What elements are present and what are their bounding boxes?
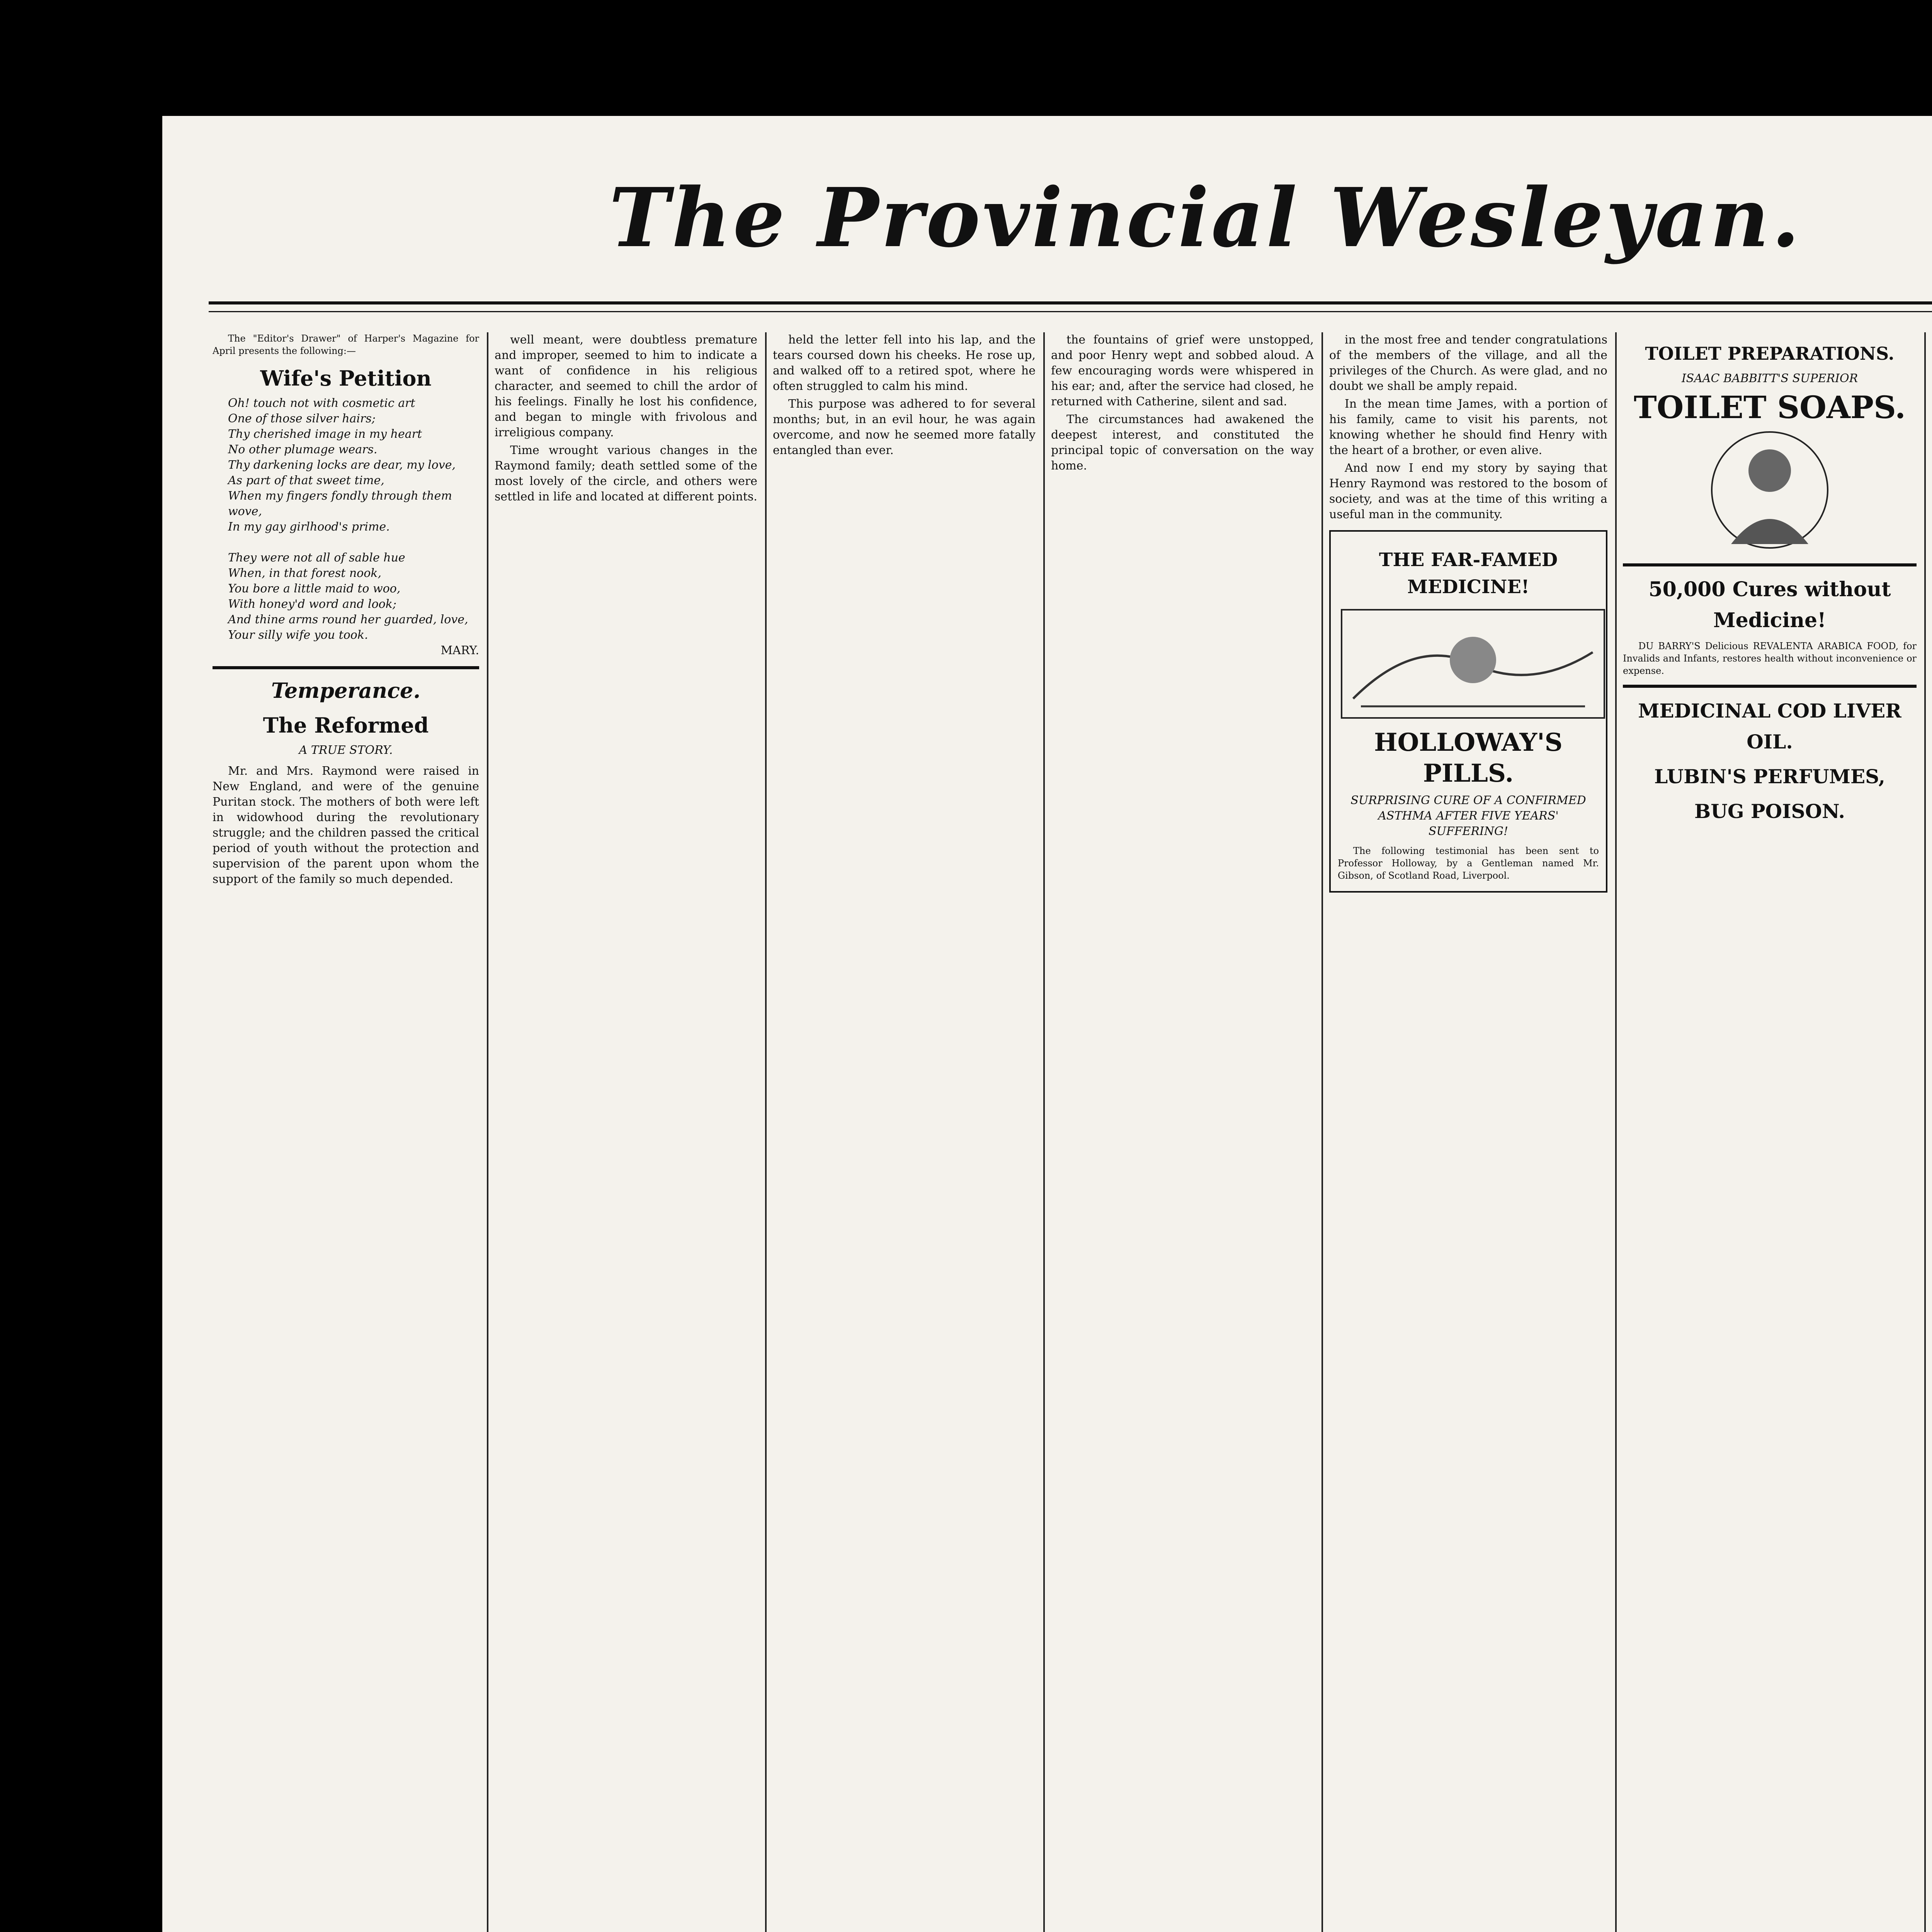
toilet-heading: TOILET PREPARATIONS. bbox=[1645, 343, 1895, 364]
ad-headline: THE FAR-FAMED MEDICINE! bbox=[1379, 549, 1558, 598]
holloway-engraving-icon bbox=[1338, 606, 1607, 722]
bug-poison-headline: BUG POISON. bbox=[1694, 800, 1845, 823]
column-2 bbox=[495, 332, 757, 1932]
masthead: The Provincial Wesleyan. bbox=[609, 170, 1802, 265]
story-paragraph: In the mean time James, with a portion of his family, came to visit his parents, not knowing whether he should find Henry with the heart of a brother, or even alive. bbox=[1329, 397, 1607, 457]
masthead-rule-thin bbox=[209, 311, 1932, 312]
newspaper-page bbox=[162, 116, 1932, 1932]
ad-rule bbox=[1623, 563, 1917, 566]
ad-rule bbox=[1623, 685, 1917, 688]
column-divider bbox=[1615, 332, 1617, 1932]
ad-body: The following testimonial has been sent to Professor Holloway, by a Gentleman named Mr. Gibson, of Scotland Road, Liverpool. bbox=[1338, 845, 1599, 881]
poem-body: Oh! touch not with cosmetic art One of those silver hairs; Thy cherished image in my heart No other plumage wears. Thy darkening locks are dear, my love, As part of that sweet time, When my fingers fondly through them wove, In my gay girlhood's prime. They were not all of sable hue When, in that forest nook, You bore a little maid to woo, With honey'd word and look; And thine arms round her guarded, love, Your silly wife you took. bbox=[228, 396, 468, 642]
column-divider bbox=[765, 332, 767, 1932]
column-divider bbox=[1924, 332, 1926, 1932]
column-divider bbox=[1321, 332, 1323, 1932]
story-paragraph: Time wrought various changes in the Raymond family; death settled some of the most lovely of the circle, and others were settled in life and located at different points. bbox=[495, 444, 757, 503]
revalenta-headline: 50,000 Cures without Medicine! bbox=[1648, 578, 1891, 632]
story-paragraph: well meant, were doubtless premature and improper, seemed to him to indicate a want of confidence in his religious character, and seemed to chill the ardor of his feelings. Finally he lost his confidence, and began to mingle with frivolous and irreligious company. bbox=[495, 333, 757, 439]
revalenta-body: DU BARRY'S Delicious REVALENTA ARABICA FOOD, for Invalids and Infants, restores health without inconvenience or expense. bbox=[1623, 641, 1917, 676]
lady-portrait-icon bbox=[1700, 428, 1839, 556]
holloway-advertisement bbox=[1329, 530, 1607, 893]
story-paragraph: in the most free and tender congratulations of the members of the village, and all the privileges of the Church. As were glad, and no doubt we shall be amply repaid. bbox=[1329, 333, 1607, 393]
poem-title: Wife's Petition bbox=[260, 366, 432, 391]
column-divider bbox=[487, 332, 488, 1932]
column-1 bbox=[213, 332, 479, 1932]
toilet-subheading: ISAAC BABBITT'S SUPERIOR bbox=[1681, 372, 1858, 385]
story-paragraph: Mr. and Mrs. Raymond were raised in New England, and were of the genuine Puritan stock. The mothers of both were left in widowhood during the revolutionary struggle; and the children passed the critical period of youth without the protection and supervision of the parent upon whom the support of the family so much depended. bbox=[213, 764, 479, 886]
column-4 bbox=[1051, 332, 1314, 1932]
section-rule bbox=[213, 666, 479, 669]
masthead-rule bbox=[209, 301, 1932, 304]
cod-liver-oil-headline: MEDICINAL COD LIVER OIL. bbox=[1638, 699, 1901, 753]
story-title: The Reformed bbox=[263, 713, 429, 738]
poem-signature: MARY. bbox=[440, 644, 479, 657]
toilet-title: TOILET SOAPS. bbox=[1634, 389, 1906, 425]
column-5 bbox=[1329, 332, 1607, 1932]
story-paragraph: This purpose was adhered to for several months; but, in an evil hour, he was again overcome, and now he seemed more fatally entangled than ever. bbox=[773, 397, 1036, 457]
lubin-perfumes-headline: LUBIN'S PERFUMES, bbox=[1654, 765, 1885, 788]
column-6 bbox=[1623, 332, 1917, 1932]
section-heading: Temperance. bbox=[271, 678, 421, 703]
ad-product-name: HOLLOWAY'S PILLS. bbox=[1374, 728, 1563, 788]
ad-subheading: SURPRISING CURE OF A CONFIRMED ASTHMA AFTER FIVE YEARS' SUFFERING! bbox=[1350, 794, 1586, 838]
story-subtitle: A TRUE STORY. bbox=[299, 743, 393, 757]
column-3 bbox=[773, 332, 1036, 1932]
intro-text: The "Editor's Drawer" of Harper's Magazine for April presents the following:— bbox=[213, 333, 479, 356]
story-paragraph: The circumstances had awakened the deepest interest, and constituted the principal topic of conversation on the way home. bbox=[1051, 413, 1314, 473]
story-paragraph: the fountains of grief were unstopped, and poor Henry wept and sobbed aloud. A few encouraging words were whispered in his ear; and, after the service had closed, he returned with Catherine, silent and sad. bbox=[1051, 333, 1314, 408]
column-divider bbox=[1043, 332, 1045, 1932]
story-paragraph: And now I end my story by saying that Henry Raymond was restored to the bosom of society, and was at the time of this writing a useful man in the community. bbox=[1329, 461, 1607, 521]
story-paragraph: held the letter fell into his lap, and the tears coursed down his cheeks. He rose up, and walked off to a retired spot, where he often struggled to calm his mind. bbox=[773, 333, 1036, 393]
